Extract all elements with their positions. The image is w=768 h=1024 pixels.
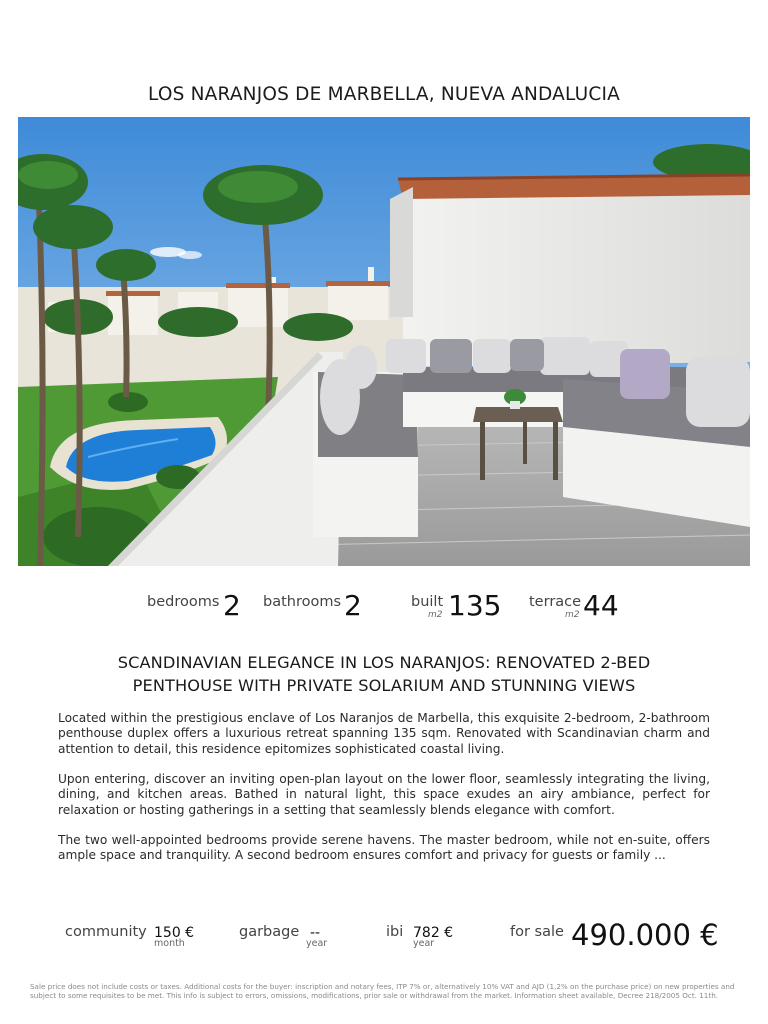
community-label: community [65,924,147,940]
built-unit: m2 [428,610,443,620]
location-title: LOS NARANJOS DE MARBELLA, NUEVA ANDALUCIA [148,84,620,105]
ibi-period: year [413,938,435,949]
price-value: 490.000 € [571,918,719,952]
description-paragraph: The two well-appointed bedrooms provide serene havens. The master bedroom, while not en-suite, offers ample space and tranquility. A second bedroom ensures comfort and privacy for guests or family ... [58,833,710,863]
bedrooms-label: bedrooms [147,594,220,610]
legal-disclaimer: Sale price does not include costs or taxes. Additional costs for the buyer: inscription and notary fees, ITP 7% or, alternatively 10% VAT and AJD (1,2% on the purchase price) on new properties and subject to some requisites to be met. This info is subject to errors, omissions, modifications, prior sale or withdrawal from the market. Information sheet available, Decree 218/2005 Oct. 11th. [30,982,735,1000]
terrace-value: 44 [583,589,619,622]
community-period: month [154,938,185,949]
description-paragraph: Located within the prestigious enclave of Los Naranjos de Marbella, this exquisite 2-bedroom, 2-bathroom penthouse duplex offers a luxurious retreat spanning 135 sqm. Renovated with Scandinavian charm and attention to detail, this residence epitomizes sophisticated coastal living. [58,711,710,756]
ibi-label: ibi [386,924,404,940]
community-value: 150 € [154,925,195,941]
garbage-value: -- [310,925,321,941]
bathrooms-label: bathrooms [263,594,342,610]
description-paragraph: Upon entering, discover an inviting open-plan layout on the lower floor, seamlessly integrating the living, dining, and kitchen areas. Bathed in natural light, this space exudes an airy ambiance, perfect for relaxation or hosting gatherings in a setting that seamlessly blends elegance with comfort. [58,772,710,817]
garbage-label: garbage [239,924,300,940]
terrace-unit: m2 [565,610,580,620]
built-value: 135 [448,589,502,622]
for-sale-label: for sale [510,924,564,940]
bathrooms-value: 2 [344,589,362,622]
listing-headline: SCANDINAVIAN ELEGANCE IN LOS NARANJOS: RENOVATED 2-BED PENTHOUSE WITH PRIVATE SOLARIUM AND STUNNING VIEWS [117,653,651,695]
garbage-period: year [306,938,328,949]
property-photo [18,117,750,566]
bedrooms-value: 2 [223,589,241,622]
terrace-label: terrace [529,594,582,610]
ibi-value: 782 € [413,925,454,941]
built-label: built [411,594,444,610]
